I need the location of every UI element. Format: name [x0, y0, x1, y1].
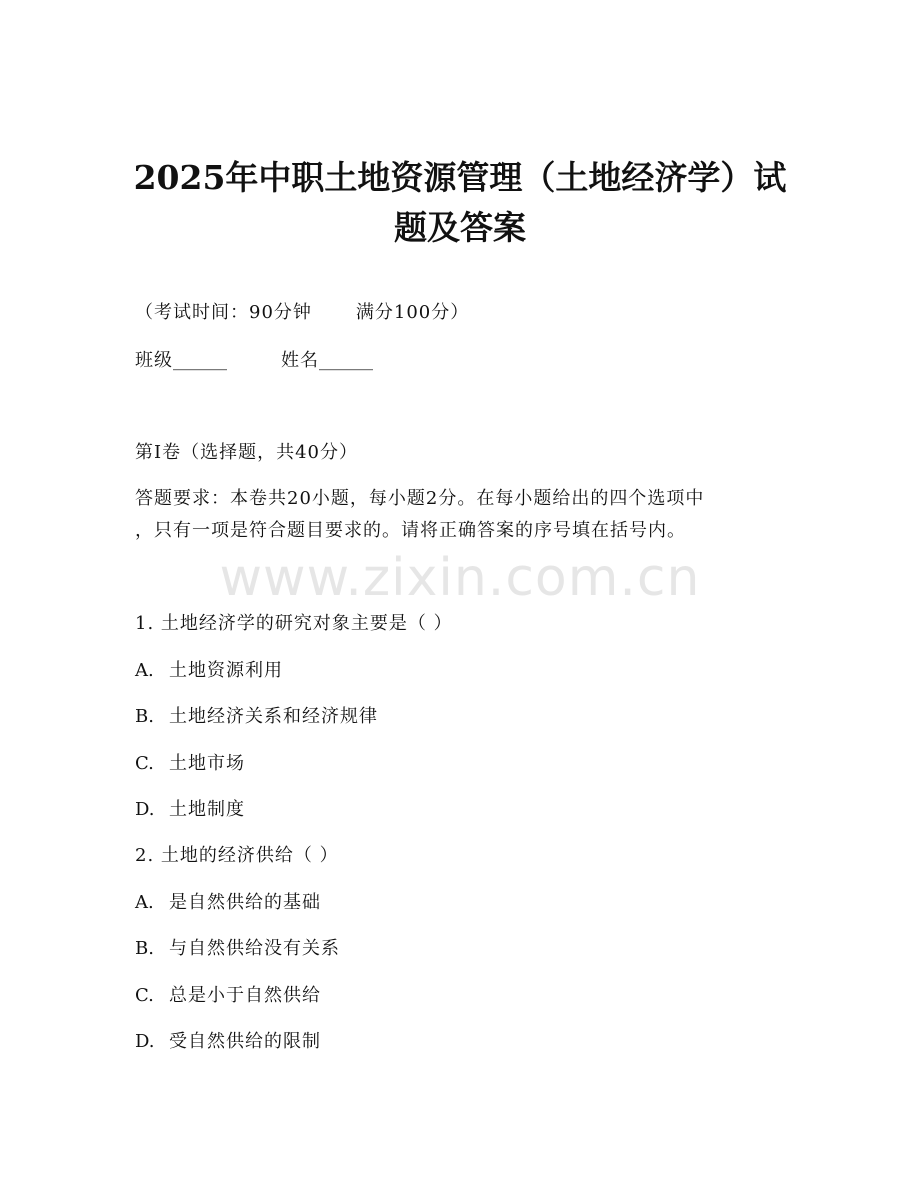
question-option — [135, 753, 245, 775]
question-option — [135, 1031, 321, 1053]
option-letter: B. — [135, 706, 154, 727]
document-title-line-2: 题及答案 — [394, 208, 526, 247]
question-option — [135, 660, 283, 682]
option-text: 土地经济关系和经济规律 — [169, 706, 378, 727]
name-label: 姓名 — [281, 350, 319, 371]
option-letter: C. — [135, 753, 154, 774]
student-info — [135, 350, 373, 372]
option-text: 受自然供给的限制 — [169, 1031, 321, 1052]
option-letter: A. — [135, 660, 154, 681]
option-letter: B. — [135, 938, 154, 959]
question-option — [135, 892, 321, 914]
question-option — [135, 938, 340, 960]
option-letter: A. — [135, 892, 154, 913]
class-label: 班级 — [135, 350, 173, 371]
option-letter: D. — [135, 799, 155, 820]
option-text: 土地制度 — [169, 799, 245, 820]
option-text: 土地市场 — [169, 753, 245, 774]
option-text: 是自然供给的基础 — [169, 892, 321, 913]
question-option — [135, 799, 245, 821]
option-text: 与自然供给没有关系 — [169, 938, 340, 959]
watermark: www.zixin.com.cn — [219, 548, 701, 608]
option-text: 土地资源利用 — [169, 660, 283, 681]
document-title-line-1: 2025年中职土地资源管理（土地经济学）试 — [133, 158, 787, 197]
question-option — [135, 985, 321, 1007]
name-blank: ______ — [319, 350, 373, 371]
instructions-line-1: 答题要求：本卷共20小题，每小题2分。在每小题给出的四个选项中 — [135, 488, 705, 509]
question-stem: 2. 土地的经济供给（ ） — [135, 845, 339, 866]
class-blank: ______ — [173, 350, 227, 371]
exam-full-score: 满分100分） — [355, 302, 470, 323]
question-stem: 1. 土地经济学的研究对象主要是（ ） — [135, 613, 453, 634]
option-letter: D. — [135, 1031, 155, 1052]
section-title: 第I卷（选择题，共40分） — [135, 442, 359, 463]
option-letter: C. — [135, 985, 154, 1006]
exam-info — [135, 302, 469, 324]
exam-time: （考试时间：90分钟 — [135, 302, 312, 323]
instructions-line-2: ，只有一项是符合题目要求的。请将正确答案的序号填在括号内。 — [135, 520, 686, 541]
option-text: 总是小于自然供给 — [169, 985, 321, 1006]
question-option — [135, 706, 378, 728]
